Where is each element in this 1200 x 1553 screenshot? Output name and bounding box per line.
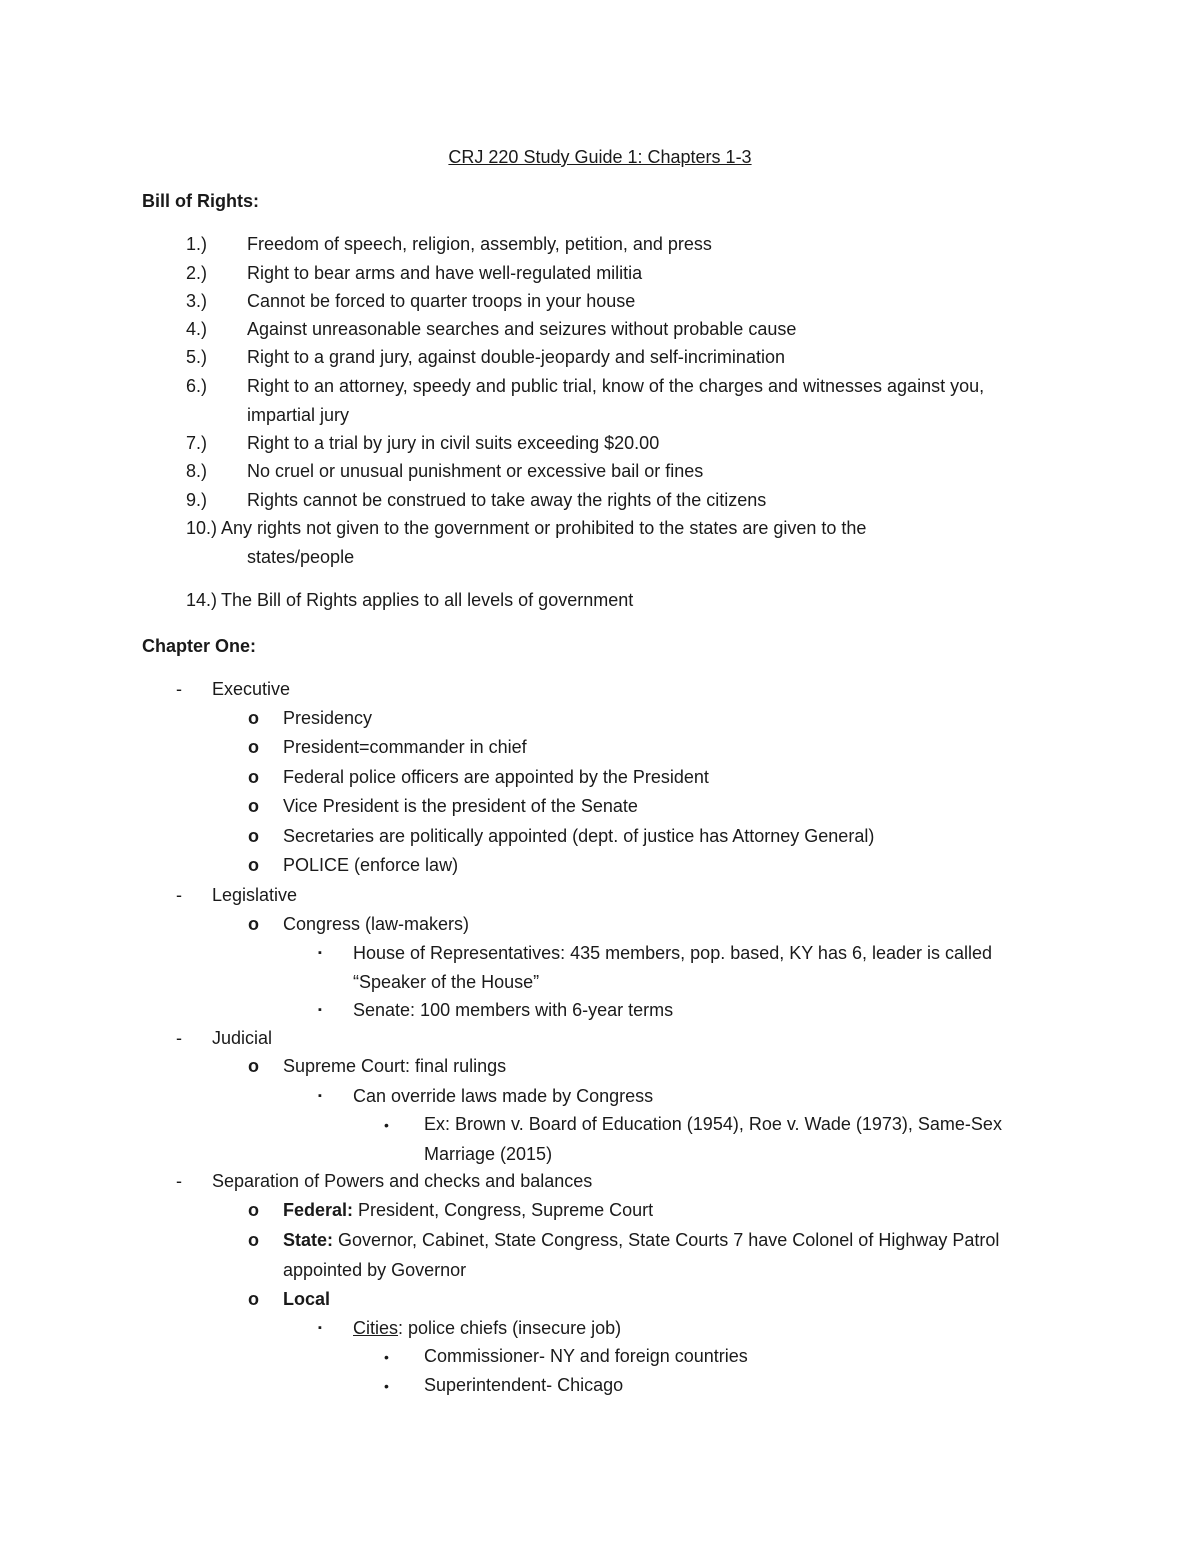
outline-text: Presidency [283,708,373,728]
list-text: Freedom of speech, religion, assembly, petition, and press [247,234,712,254]
list-item [186,486,1086,515]
list-text-continued: states/people [247,546,355,567]
list-number: 14.) [186,590,218,610]
list-text: Right to an attorney, speedy and public trial, know of the charges and witnesses against you, [247,376,985,396]
list-text: Right to a trial by jury in civil suits exceeding $20.00 [247,433,660,453]
outline-item [384,1342,1074,1372]
outline-item [248,763,1078,793]
list-number: 2.) [186,263,208,283]
list-text: The Bill of Rights applies to all levels of government [221,590,634,610]
outline-item [176,1024,1126,1053]
list-item [186,429,1086,458]
outline-text: Governor, Cabinet, State Congress, State Courts 7 have Colonel of Highway Patrol [333,1230,1000,1250]
list-text: Cannot be forced to quarter troops in your house [247,291,636,311]
outline-label-bold: Local [283,1289,331,1309]
list-text: No cruel or unusual punishment or excessive bail or fines [247,461,704,481]
bill-of-rights-heading: Bill of Rights: [142,191,259,211]
outline-text: Judicial [212,1028,273,1048]
outline-item [248,733,1078,763]
dash-bullet: - [176,885,182,905]
list-number: 6.) [186,376,208,396]
circle-bullet: o [248,737,259,757]
square-bullet: ▪ [318,1004,322,1016]
list-item [186,457,1086,486]
list-item [186,287,1086,316]
outline-text: Legislative [212,885,298,905]
outline-text: Commissioner- NY and foreign countries [424,1346,748,1366]
outline-item [248,704,1078,734]
list-text: Against unreasonable searches and seizures without probable cause [247,319,797,339]
outline-item [248,792,1078,822]
outline-item [318,1314,1078,1343]
outline-item [176,881,1126,910]
list-text: Any rights not given to the government or prohibited to the states are given to the [221,518,867,538]
outline-label-bold: State: [283,1230,334,1250]
outline-item [248,851,1078,881]
outline-label-bold: Federal: [283,1200,354,1220]
outline-text: Separation of Powers and checks and balances [212,1171,593,1191]
circle-bullet: o [248,826,259,846]
list-item [186,315,1086,344]
outline-text: Federal police officers are appointed by the President [283,767,709,787]
dot-bullet: • [384,1349,389,1365]
outline-text-continued: appointed by Governor [283,1259,467,1280]
outline-text: House of Representatives: 435 members, pop. based, KY has 6, leader is called [353,943,993,963]
dash-bullet: - [176,1171,182,1191]
list-number: 3.) [186,291,208,311]
circle-bullet: o [248,1289,259,1309]
outline-item [384,1371,1074,1401]
outline-text: Ex: Brown v. Board of Education (1954), Roe v. Wade (1973), Same-Sex [424,1114,1002,1134]
list-text: Rights cannot be construed to take away the rights of the citizens [247,490,767,510]
circle-bullet: o [248,1056,259,1076]
list-item [186,372,1086,429]
outline-item [318,939,1078,996]
list-number: 5.) [186,347,208,367]
outline-item [248,822,1078,852]
outline-item [318,996,1078,1025]
list-item [186,259,1086,288]
list-item [186,586,1086,615]
circle-bullet: o [248,914,259,934]
outline-text-continued: “Speaker of the House” [353,971,540,992]
outline-label-underlined: Cities [353,1318,399,1338]
square-bullet: ▪ [318,947,322,959]
outline-item [248,1285,1078,1315]
outline-item [176,675,1126,704]
list-number: 7.) [186,433,208,453]
chapter-one-heading: Chapter One: [142,636,257,656]
dot-bullet: • [384,1378,389,1394]
circle-bullet: o [248,855,259,875]
list-number: 8.) [186,461,208,481]
outline-text: Executive [212,679,291,699]
outline-text: President=commander in chief [283,737,527,757]
list-text-continued: impartial jury [247,404,350,425]
outline-text: Superintendent- Chicago [424,1375,624,1395]
list-item [186,343,1086,372]
outline-text: : police chiefs (insecure job) [398,1318,622,1338]
outline-text: Supreme Court: final rulings [283,1056,507,1076]
circle-bullet: o [248,767,259,787]
outline-text: POLICE (enforce law) [283,855,459,875]
square-bullet: ▪ [318,1322,322,1334]
list-item [186,514,1086,571]
outline-text: President, Congress, Supreme Court [353,1200,654,1220]
outline-item [176,1167,1126,1196]
outline-item [248,1052,1078,1082]
outline-item [248,1226,1078,1285]
outline-text: Vice President is the president of the Senate [283,796,638,816]
list-number: 1.) [186,234,208,254]
list-number: 4.) [186,319,208,339]
outline-item [384,1110,1074,1168]
outline-item [318,1082,1078,1111]
list-item [186,230,1086,259]
outline-text-continued: Marriage (2015) [424,1143,553,1164]
outline-text: Congress (law-makers) [283,914,470,934]
outline-item [248,910,1078,940]
outline-text: Secretaries are politically appointed (dept. of justice has Attorney General) [283,826,875,846]
circle-bullet: o [248,708,259,728]
circle-bullet: o [248,1200,259,1220]
circle-bullet: o [248,796,259,816]
outline-text: Senate: 100 members with 6-year terms [353,1000,674,1020]
outline-text: Can override laws made by Congress [353,1086,654,1106]
list-number: 10.) [186,518,218,538]
dot-bullet: • [384,1117,389,1133]
circle-bullet: o [248,1230,259,1250]
list-text: Right to bear arms and have well-regulated militia [247,263,643,283]
outline-item [248,1196,1078,1226]
dash-bullet: - [176,1028,182,1048]
document-title: CRJ 220 Study Guide 1: Chapters 1-3 [448,147,752,167]
square-bullet: ▪ [318,1090,322,1102]
list-number: 9.) [186,490,208,510]
list-text: Right to a grand jury, against double-jeopardy and self-incrimination [247,347,785,367]
dash-bullet: - [176,679,182,699]
